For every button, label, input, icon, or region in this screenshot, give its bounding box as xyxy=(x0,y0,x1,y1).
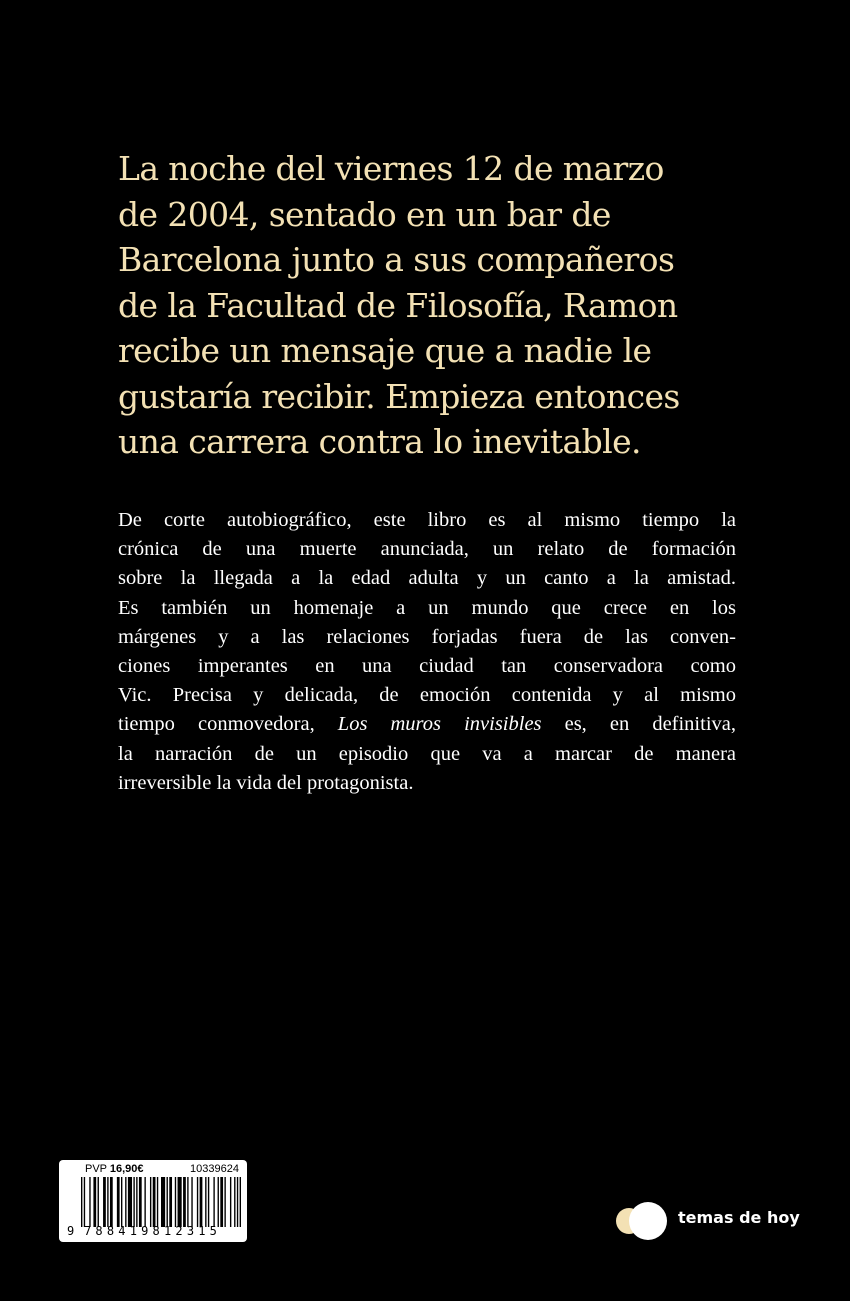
barcode-bar xyxy=(139,1177,142,1227)
blurb-line: La noche del viernes 12 de marzo xyxy=(118,149,664,188)
isbn-digits: 788419812315 xyxy=(84,1224,222,1238)
barcode-bar xyxy=(240,1177,241,1227)
barcode-bar xyxy=(121,1177,122,1227)
barcode-bar xyxy=(117,1177,120,1227)
barcode-bar xyxy=(205,1177,206,1227)
barcode-bar xyxy=(167,1177,168,1227)
barcode-bar xyxy=(157,1177,158,1227)
publisher-logo-icon xyxy=(612,1196,672,1246)
synopsis-text: tiempo conmovedora, xyxy=(118,713,338,736)
synopsis-paragraph xyxy=(118,506,736,798)
synopsis-line: sobre la llegada a la edad adulta y un canto a la amistad. xyxy=(118,567,736,590)
synopsis-line: Vic. Precisa y delicada, de emoción contenida y al mismo xyxy=(118,684,736,707)
barcode-bar xyxy=(175,1177,176,1227)
barcode-bar xyxy=(220,1177,223,1227)
barcode-bar xyxy=(84,1177,85,1227)
barcode-bar xyxy=(230,1177,231,1227)
barcode-bar xyxy=(93,1177,96,1227)
product-code: 10339624 xyxy=(190,1163,239,1175)
blurb-line: gustaría recibir. Empieza entonces xyxy=(118,376,680,416)
barcode-bar xyxy=(197,1177,198,1227)
synopsis-line: De corte autobiográfico, este libro es al mismo tiempo la xyxy=(118,509,736,531)
barcode-bar xyxy=(234,1177,235,1227)
barcode-bar xyxy=(103,1177,106,1227)
barcode-bar xyxy=(183,1177,186,1227)
publisher-name: temas de hoy xyxy=(678,1208,800,1227)
barcode-label xyxy=(59,1160,247,1242)
barcode-bar xyxy=(178,1177,182,1227)
blurb-line: Barcelona junto a sus compañeros xyxy=(118,240,675,279)
isbn-first-digit: 9 xyxy=(67,1224,75,1238)
logo-circle-white xyxy=(629,1202,667,1240)
barcode-bar xyxy=(110,1177,113,1227)
barcode-bar xyxy=(153,1177,156,1227)
blurb-line: de la Facultad de Filosofía, Ramon xyxy=(118,285,678,325)
barcode-bar xyxy=(144,1177,145,1227)
barcode-bar xyxy=(150,1177,151,1227)
synopsis-line: crónica de una muerte anunciada, un relato de formación xyxy=(118,538,736,561)
barcode-bar xyxy=(218,1177,219,1227)
barcode-bar xyxy=(107,1177,108,1227)
blurb-line: de 2004, sentado en un bar de xyxy=(118,194,611,234)
barcode-bar xyxy=(187,1177,188,1227)
barcode-bar xyxy=(200,1177,203,1227)
barcode-bars xyxy=(81,1177,241,1227)
synopsis-line: ciones imperantes en una ciudad tan conservadora como xyxy=(118,655,736,678)
synopsis-line: márgenes y a las relaciones forjadas fuera de las conven- xyxy=(118,625,736,648)
synopsis-text: es, en definitiva, xyxy=(541,713,736,736)
barcode-bar xyxy=(191,1177,192,1227)
price-prefix: PVP xyxy=(85,1163,107,1175)
barcode-bar xyxy=(125,1177,126,1227)
price-label xyxy=(85,1163,144,1175)
barcode-bar xyxy=(136,1177,137,1227)
barcode-bar xyxy=(81,1177,82,1227)
barcode-bar xyxy=(224,1177,225,1227)
book-title: Los muros invisibles xyxy=(337,713,542,736)
blurb-quote xyxy=(118,146,718,465)
barcode-bar xyxy=(169,1177,172,1227)
barcode-bar xyxy=(98,1177,99,1227)
synopsis-line: irreversible la vida del protagonista. xyxy=(118,771,414,794)
barcode-bar xyxy=(128,1177,132,1227)
synopsis-line: Es también un homenaje a un mundo que crece en los xyxy=(118,596,736,619)
synopsis-line xyxy=(118,710,736,739)
barcode-bar xyxy=(208,1177,209,1227)
blurb-line: una carrera contra lo inevitable. xyxy=(118,422,641,461)
blurb-line: recibe un mensaje que a nadie le xyxy=(118,331,652,370)
barcode-bar xyxy=(89,1177,90,1227)
barcode-bar xyxy=(133,1177,134,1227)
price-value: 16,90€ xyxy=(109,1163,144,1175)
barcode-bar xyxy=(213,1177,214,1227)
barcode-bar xyxy=(237,1177,238,1227)
synopsis-line: la narración de un episodio que va a marcar de manera xyxy=(118,742,736,765)
barcode-bar xyxy=(161,1177,165,1227)
